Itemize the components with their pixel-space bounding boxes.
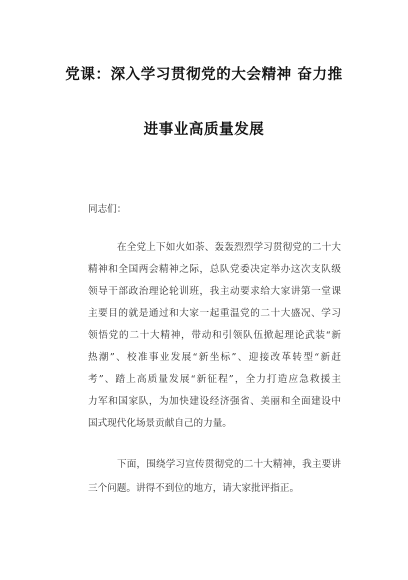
paragraph-line: 热潮”、校准事业发展“新坐标”、迎接改革转型“新赶	[88, 352, 341, 363]
paragraph-line: 主要目的就是通过和大家一起重温党的二十大盛况、学习	[88, 308, 341, 319]
paragraph-line: 下面，围绕学习宣传贯彻党的二十大精神，我主要讲	[117, 459, 341, 470]
paragraph-line: 三个问题。讲得不到位的地方，请大家批评指正。	[88, 483, 300, 494]
salutation: 同志们：	[88, 204, 127, 215]
paragraph-line: 领导干部政治理论轮训班，我主动要求给大家讲第一堂课	[88, 286, 341, 297]
document-title-line: 进事业高质量发展	[143, 121, 265, 138]
paragraph-line: 领悟党的二十大精神，带动和引领队伍掀起理论武装“新	[88, 330, 341, 341]
paragraph-line: 在全党上下如火如荼、轰轰烈烈学习贯彻党的二十大	[117, 242, 341, 253]
paragraph-line: 精神和全国两会精神之际，总队党委决定举办这次支队级	[88, 264, 341, 275]
document-title-line: 党课：深入学习贯彻党的大会精神 奋力推	[65, 66, 343, 83]
paragraph-line: 国式现代化场景贡献自己的力量。	[88, 418, 232, 429]
paragraph	[88, 453, 341, 501]
paragraph	[88, 237, 341, 435]
paragraph-line: 考”、踏上高质量发展“新征程”，全力打造应急救援主	[88, 374, 341, 385]
paragraph-line: 力军和国家队，为加快建设经济强省、美丽和全面建设中	[88, 396, 341, 407]
